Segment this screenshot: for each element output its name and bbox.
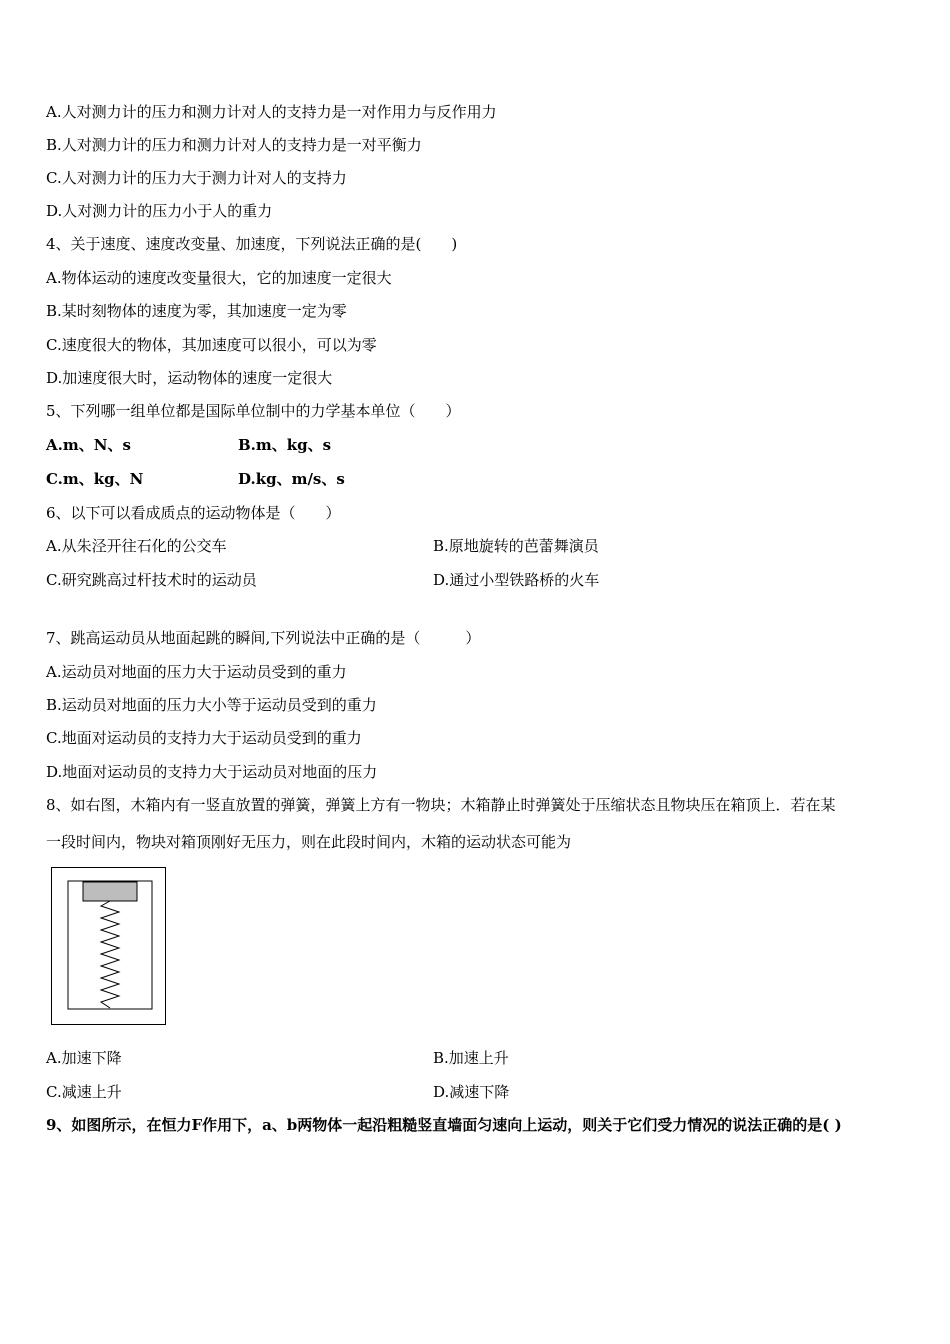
- q8-option-d: D.减速下降: [433, 1083, 510, 1101]
- q5-option-c: C.m、kg、N: [46, 470, 144, 488]
- q5-stem: 5、下列哪一组单位都是国际单位制中的力学基本单位（ ）: [46, 402, 461, 420]
- q6-stem: 6、以下可以看成质点的运动物体是（ ）: [46, 504, 341, 522]
- q7-option-c: C.地面对运动员的支持力大于运动员受到的重力: [46, 729, 362, 747]
- q8-stem-line2: 一段时间内，物块对箱顶刚好无压力，则在此段时间内，木箱的运动状态可能为: [46, 833, 572, 851]
- spring: [101, 901, 119, 1008]
- q7-option-b: B.运动员对地面的压力大小等于运动员受到的重力: [46, 696, 377, 714]
- q9-stem: 9、如图所示，在恒力F作用下，a、b两物体一起沿粗糙竖直墙面匀速向上运动，则关于它们受力情况的说法正确的是( ): [46, 1116, 842, 1134]
- q7-option-a: A.运动员对地面的压力大于运动员受到的重力: [46, 663, 347, 681]
- q4-option-c: C.速度很大的物体，其加速度可以很小，可以为零: [46, 336, 377, 354]
- q3-option-d: D.人对测力计的压力小于人的重力: [46, 202, 273, 220]
- q8-stem-line1: 8、如右图，木箱内有一竖直放置的弹簧，弹簧上方有一物块；木箱静止时弹簧处于压缩状态且物块压在箱顶上．若在某: [46, 796, 836, 814]
- q4-option-b: B.某时刻物体的速度为零，其加速度一定为零: [46, 302, 347, 320]
- q8-option-c: C.减速上升: [46, 1083, 122, 1101]
- q6-option-a: A.从朱泾开往石化的公交车: [46, 537, 227, 555]
- q4-option-d: D.加速度很大时，运动物体的速度一定很大: [46, 369, 333, 387]
- q6-option-c: C.研究跳高过杆技术时的运动员: [46, 571, 257, 589]
- q3-option-c: C.人对测力计的压力大于测力计对人的支持力: [46, 169, 347, 187]
- q4-stem: 4、关于速度、速度改变量、加速度，下列说法正确的是( ): [46, 235, 458, 253]
- q8-option-a: A.加速下降: [46, 1049, 122, 1067]
- q3-option-a: A.人对测力计的压力和测力计对人的支持力是一对作用力与反作用力: [46, 103, 497, 121]
- box-spring-figure: [51, 867, 166, 1025]
- q3-option-b: B.人对测力计的压力和测力计对人的支持力是一对平衡力: [46, 136, 422, 154]
- q6-option-d: D.通过小型铁路桥的火车: [433, 571, 600, 589]
- q7-stem: 7、跳高运动员从地面起跳的瞬间,下列说法中正确的是（ ）: [46, 629, 481, 647]
- q8-option-b: B.加速上升: [433, 1049, 509, 1067]
- q5-option-d: D.kg、m/s、s: [238, 470, 345, 488]
- block: [83, 882, 137, 901]
- q5-option-b: B.m、kg、s: [238, 436, 332, 454]
- q6-option-b: B.原地旋转的芭蕾舞演员: [433, 537, 599, 555]
- q4-option-a: A.物体运动的速度改变量很大，它的加速度一定很大: [46, 269, 392, 287]
- q7-option-d: D.地面对运动员的支持力大于运动员对地面的压力: [46, 763, 378, 781]
- q5-option-a: A.m、N、s: [46, 436, 131, 454]
